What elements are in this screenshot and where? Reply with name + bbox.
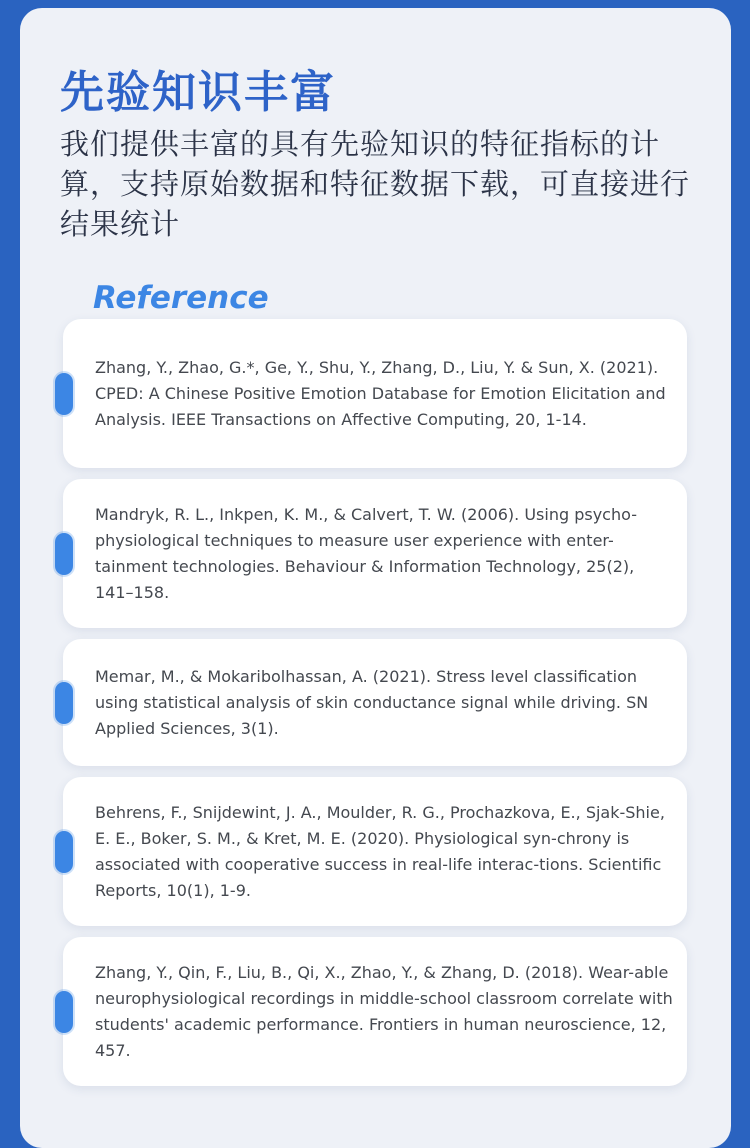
reference-card: [63, 777, 687, 926]
card-accent-marker: [55, 831, 73, 873]
reference-card: [63, 319, 687, 468]
reference-text: Behrens, F., Snijdewint, J. A., Moulder, R. G., Prochazkova, E., Sjak-Shie, E. E., Boker, S. M., & Kret, M. E. (2020). Physiological syn-chrony is associated with cooperative success in real-life interac-tions. Scientific Reports, 10(1), 1-9.: [95, 802, 665, 900]
reference-heading: Reference: [93, 280, 269, 316]
reference-text: Zhang, Y., Qin, F., Liu, B., Qi, X., Zhao, Y., & Zhang, D. (2018). Wear-able neurophysiological recordings in middle-school classroom correlate with students' academic performance. Frontiers in human neuroscience, 12, 457.: [95, 962, 673, 1060]
reference-text: Zhang, Y., Zhao, G.*, Ge, Y., Shu, Y., Zhang, D., Liu, Y. & Sun, X. (2021). CPED: A Chinese Positive Emotion Database for Emotion Elicitation and Analysis. IEEE Transactions on Affective Computing, 20, 1-14.: [95, 357, 666, 429]
content-panel: [20, 8, 731, 1148]
page-description: 我们提供丰富的具有先验知识的特征指标的计算，支持原始数据和特征数据下载，可直接进行结果统计: [60, 127, 691, 241]
reference-text: Mandryk, R. L., Inkpen, K. M., & Calvert, T. W. (2006). Using psycho-physiological techniques to measure user experience with enter-tainment technologies. Behaviour & Information Technology, 25(2), 141–158.: [95, 504, 637, 602]
card-accent-marker: [55, 533, 73, 575]
card-accent-marker: [55, 682, 73, 724]
reference-card: [63, 479, 687, 628]
page-title: 先验知识丰富: [60, 67, 336, 118]
card-accent-marker: [55, 991, 73, 1033]
card-accent-marker: [55, 373, 73, 415]
reference-text: Memar, M., & Mokaribolhassan, A. (2021). Stress level classification using statistical analysis of skin conductance signal while driving. SN Applied Sciences, 3(1).: [95, 666, 649, 738]
reference-card: [63, 639, 687, 766]
reference-card: [63, 937, 687, 1086]
